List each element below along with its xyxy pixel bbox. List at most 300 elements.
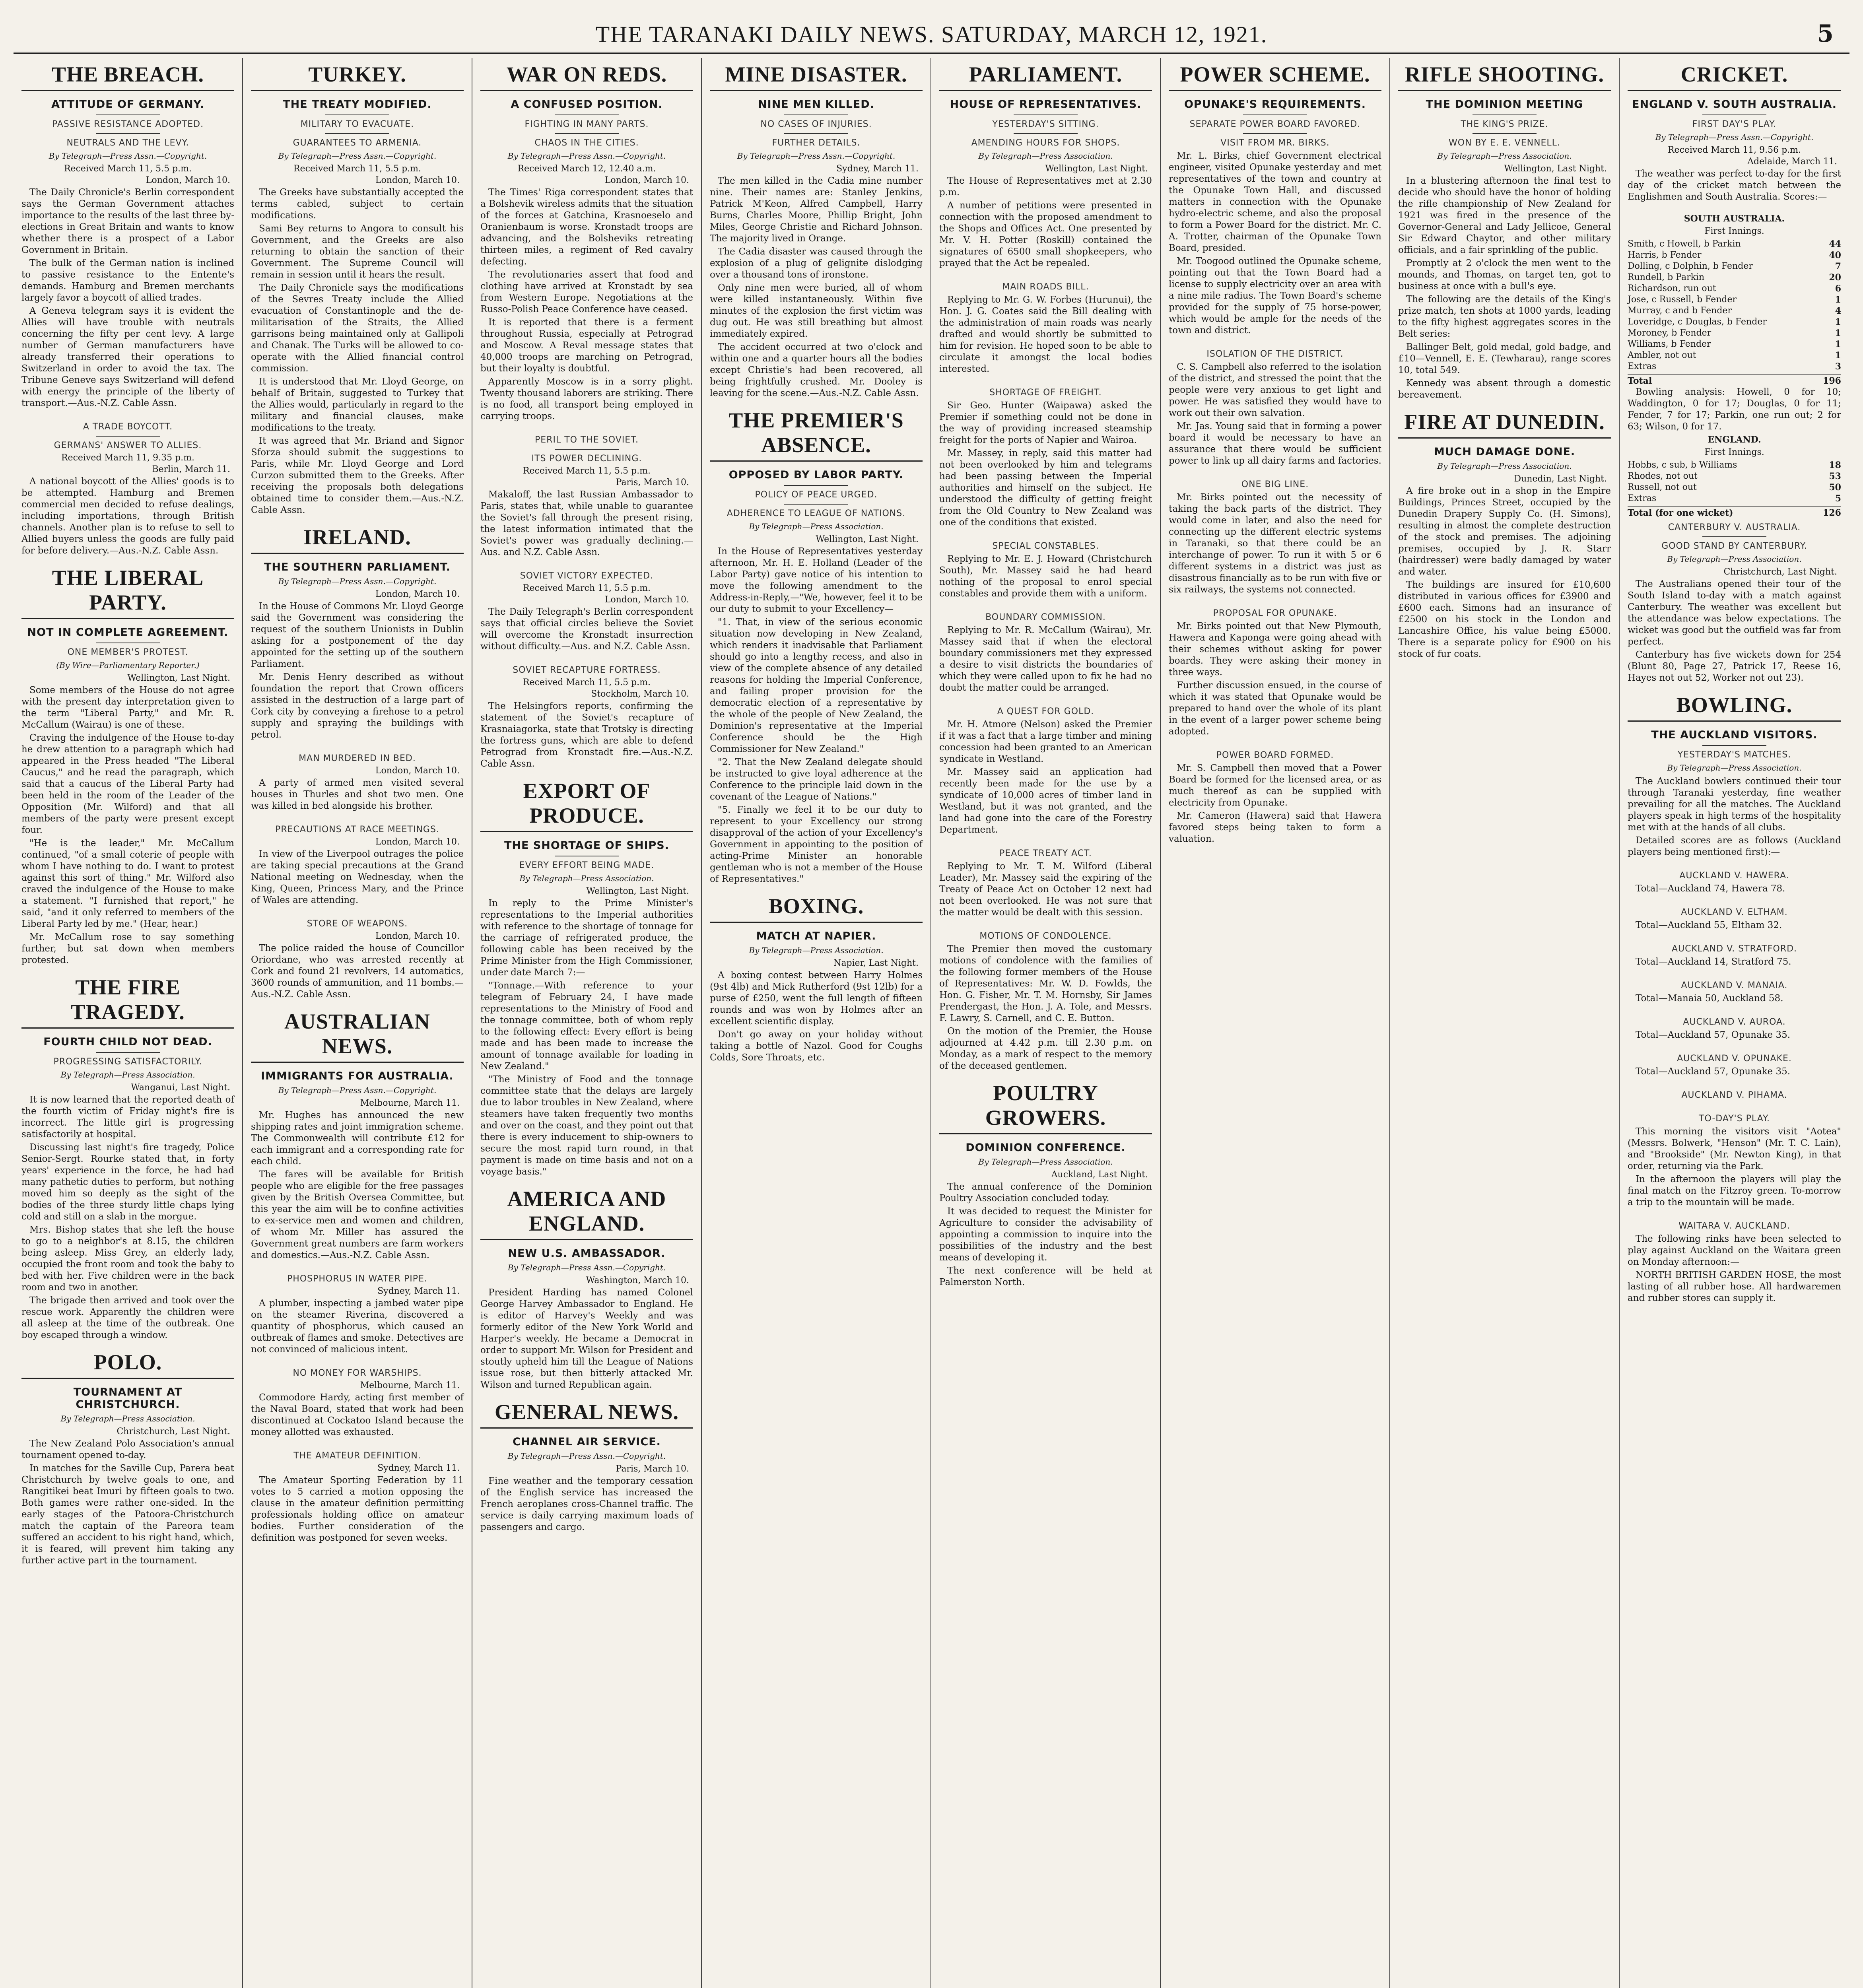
article-section (251, 1368, 464, 1447)
section-gap (251, 908, 464, 915)
batsman-name: Jose, c Russell, b Fender (1628, 295, 1737, 305)
section-gap (480, 654, 693, 661)
section-gap (21, 1343, 234, 1350)
dateline: London, March 10. (375, 837, 460, 847)
article-subhead: AUCKLAND V. ELTHAM. (1681, 907, 1788, 917)
body-paragraph: The Daily Chronicle says the modifications of the Sevres Treaty include the Allied evacuation of Constantinople and the de-militarisation of the Straits, the Allied garrisons being maintained only at Gallipoli and Chanak. The Turks will be allowed to co-operate with the Allied financial control commission. (251, 283, 464, 374)
body-paragraph: Total—Auckland 55, Eltham 32. (1636, 920, 1782, 930)
scorecard-row (1628, 328, 1841, 339)
batsman-runs: 20 (1829, 272, 1841, 283)
batsman-runs: 53 (1829, 471, 1841, 481)
batsman-name: Ambler, not out (1628, 350, 1696, 360)
column-4 (702, 58, 931, 1988)
column-7 (1390, 58, 1620, 1988)
body-paragraph: Detailed scores are as follows (Auckland players being mentioned first):— (1628, 835, 1841, 857)
article-headline: GENERAL NEWS. (480, 1400, 693, 1429)
dateline: Paris, March 10. (616, 1464, 689, 1474)
article-subhead: PHOSPHORUS IN WATER PIPE. (287, 1274, 427, 1284)
body-paragraph: "The Ministry of Food and the tonnage committee state that the delays are largely due to labor troubles in New Zealand, where steamers have taken frequently two months and over on the coast, and they point out that there is every inducement to ship-owners to secure the most rapid turn round, in that payment is made on time basis and not on a voyage basis." (480, 1074, 693, 1177)
body-paragraph: In matches for the Saville Cup, Parera beat Christchurch by twelve goals to one, and Rangitikei beat Imuri by fifteen goals to two. Both games were rather one-sided. In the early stages of the Patoora-Christchurch match the captain of the Pareora team suffered an accident to his right hand, which, it is feared, will prevent him taking any further active part in the tournament. (21, 1463, 234, 1566)
byline: By Telegraph—Press Association. (749, 522, 884, 531)
article-subhead: NEUTRALS AND THE LEVY. (66, 138, 189, 148)
bowling-analysis: Bowling analysis: Howell, 0 for 10; Waddington, 0 for 17; Douglas, 0 for 11; Fender, 7 for 17; Parkin, one run out; 2 for 63; Wilson, 0 for 17. (1628, 387, 1841, 432)
article-headline: POULTRY GROWERS. (939, 1081, 1152, 1134)
article-subhead: PEACE TREATY ACT. (999, 848, 1092, 858)
scorecard-row (1628, 471, 1841, 482)
body-paragraph: It was decided to request the Minister for Agriculture to consider the advisability of appointing a commission to inquire into the possibilities of the industry and the best means of developing it. (939, 1206, 1152, 1263)
section-gap (251, 813, 464, 821)
received-time: Received March 11, 9.35 p.m. (61, 453, 195, 463)
batsman-name: Loveridge, c Douglas, b Fender (1628, 317, 1767, 327)
article-subhead: A TRADE BOYCOTT. (83, 422, 173, 432)
batsman-runs: 6 (1835, 283, 1841, 294)
section-gap (710, 401, 923, 408)
article-subhead: THE DOMINION MEETING (1426, 98, 1583, 111)
body-paragraph: "Tonnage.—With reference to your telegram of February 24, I have made representations to the Ministry of Food and the tonnage committee, both of whom reply to the following effect: Every effort is being made and has been made to increase the amount of tonnage available for loading in New Zealand." (480, 980, 693, 1072)
article-headline: POLO. (21, 1350, 234, 1379)
section-gap (710, 1065, 923, 1072)
article-section (251, 62, 464, 525)
body-paragraph: In view of the Liverpool outrages the police are taking special precautions at the Grand National meeting on Wednesday, when the King, Queen, Princess Mary, and the Prince of Wales are attending. (251, 849, 464, 905)
dateline: London, March 10. (375, 589, 460, 599)
article-subhead: DOMINION CONFERENCE. (965, 1142, 1126, 1154)
body-paragraph: The Auckland bowlers continued their tour through Taranaki yesterday, fine weather prevailing for all the matches. The Auckland players speak in high terms of the hospitality met with at the hands of all clubs. (1628, 776, 1841, 833)
section-gap (1628, 204, 1841, 212)
article-headline: BOWLING. (1628, 693, 1841, 722)
byline: By Telegraph—Press Assn.—Copyright. (278, 577, 437, 586)
article-section (21, 1350, 234, 1575)
batsman-name: Harris, b Fender (1628, 250, 1702, 260)
article-headline: RIFLE SHOOTING. (1398, 62, 1611, 91)
article-subhead: GERMANS' ANSWER TO ALLIES. (54, 441, 202, 450)
section-gap (251, 1263, 464, 1270)
byline: By Telegraph—Press Association. (1437, 151, 1572, 161)
body-paragraph: Replying to Mr. G. W. Forbes (Hurunui), the Hon. J. G. Coates said the Bill dealing with the administration of main roads was nearly drafted and would shortly be submitted to him for revision. He hoped soon to be able to circulate it amongst the local bodies interested. (939, 295, 1152, 374)
article-subhead: PASSIVE RESISTANCE ADOPTED. (52, 119, 204, 129)
body-paragraph: Mr. H. Atmore (Nelson) asked the Premier if it was a fact that a large timber and mining concession had been granted to an American syndicate in Westland. (939, 719, 1152, 764)
body-paragraph: The Amateur Sporting Federation by 11 votes to 5 carried a motion opposing the clause in the amateur definition permitting professionals holding office on amateur bodies. Further consideration of the definition was postponed for seven weeks. (251, 1475, 464, 1543)
section-gap (251, 1440, 464, 1447)
body-paragraph: Don't go away on your holiday without taking a bottle of Nazol. Good for Coughs Colds, Sore Throats, etc. (710, 1029, 923, 1063)
article-subhead: STORE OF WEAPONS. (307, 919, 408, 929)
received-time: Received March 11, 5.5 p.m. (523, 466, 651, 476)
article-subhead: AUCKLAND V. PIHAMA. (1681, 1090, 1787, 1100)
dateline: Wellington, Last Night. (816, 534, 919, 544)
byline: By Telegraph—Press Association. (1667, 763, 1802, 773)
dateline: Berlin, March 11. (152, 464, 230, 474)
body-paragraph: Replying to Mr. E. J. Howard (Christchurch South), Mr. Massey said he had heard nothing of the proposal to enrol special constables and provide them with a uniform. (939, 554, 1152, 599)
body-paragraph: President Harding has named Colonel George Harvey Ambassador to England. He is editor of Harvey's Weekly and was formerly editor of the New York World and Harper's weekly. He became a Democrat in order to support Mr. Wilson for President and stoutly upheld him till the League of Nations issue rose, but then bitterly attacked Mr. Wilson and turned Republican again. (480, 1287, 693, 1390)
article-headline: THE PREMIER'S ABSENCE. (710, 408, 923, 462)
received-time: Received March 12, 12.40 a.m. (517, 164, 656, 174)
article-subhead: THE SOUTHERN PARLIAMENT. (264, 561, 451, 573)
column-6 (1161, 58, 1390, 1988)
article-section (480, 1400, 693, 1542)
dateline: Paris, March 10. (616, 478, 689, 487)
article-section (939, 282, 1152, 384)
body-paragraph: Fine weather and the temporary cessation of the English service has increased the French aeroplanes cross-Channel traffic. The service is daily carrying maximum loads of passengers and cargo. (480, 1476, 693, 1532)
body-paragraph: Mr. Massey, in reply, said this matter had not been overlooked by him and telegrams had been passing between the Imperial authorities and himself on the subject. He understood the difficulty of getting freight from the Old Country to New Zealand was one of the conditions that existed. (939, 448, 1152, 528)
divider-rule (555, 133, 619, 134)
article-section (1169, 62, 1381, 345)
body-paragraph: The men killed in the Cadia mine number nine. Their names are: Stanley Jenkins, Patrick M'Keon, Alfred Campbell, Harry Burns, Charles Moore, Phillip Bright, John Miles, George Christie and Richard Johnson. The majority lived in Orange. (710, 176, 923, 244)
divider-rule (555, 449, 619, 450)
scorecard-row (1628, 305, 1841, 316)
article-subhead: CHANNEL AIR SERVICE. (513, 1436, 661, 1448)
dateline: London, March 10. (604, 175, 689, 185)
section-gap (1628, 1210, 1841, 1217)
batsman-name: Rhodes, not out (1628, 471, 1698, 481)
article-subhead: YESTERDAY'S MATCHES. (1677, 750, 1791, 760)
article-section (1628, 1090, 1841, 1110)
batsman-name: Russell, not out (1628, 482, 1697, 492)
article-subhead: OPPOSED BY LABOR PARTY. (728, 469, 904, 481)
section-gap (939, 601, 1152, 608)
section-gap (1628, 933, 1841, 940)
article-subhead: YESTERDAY'S SITTING. (992, 119, 1099, 129)
body-paragraph: Mr. L. Birks, chief Government electrical engineer, visited Opunake yesterday and met representatives of the town and country at the Opunake Town Hall, and discussed matters in connection with the Opunake hydro-electric scheme, and also the proposal to form a Power Board for the district. Mr. C. A. Trotter, chairman of the Opunake Town Board, presided. (1169, 151, 1381, 253)
article-subhead: ITS POWER DECLINING. (531, 454, 642, 464)
body-paragraph: Some members of the House do not agree with the present day interpretation given to the term "Liberal Party," and Mr. R. McCallum (Wairau) is one of these. (21, 685, 234, 730)
article-headline: CRICKET. (1628, 62, 1841, 91)
section-gap (710, 887, 923, 894)
scorecard-team: SOUTH AUSTRALIA. (1684, 214, 1785, 224)
article-section (480, 779, 693, 1186)
body-paragraph: The Premier then moved the customary motions of condolence with the families of the following former members of the House of Representatives: Mr. W. D. Fowlds, the Hon. G. Fisher, Mr. T. M. Hornsby, Sir James Prendergast, the Hon. J. A. Tole, and Messrs. F. Lawry, S. Carnell, and C. E. Button. (939, 944, 1152, 1023)
scorecard-team: ENGLAND. (1708, 435, 1761, 445)
article-subhead: TOURNAMENT AT CHRISTCHURCH. (73, 1386, 183, 1411)
divider-rule (784, 504, 848, 505)
section-gap (1628, 1043, 1841, 1050)
article-subhead: AUCKLAND V. STRATFORD. (1671, 944, 1797, 954)
body-paragraph: The Daily Telegraph's Berlin correspondent says that official circles believe the Soviet will overcome the Kronstadt insurrection without difficulty.—Aus. and N.Z. Cable Assn. (480, 607, 693, 652)
article-subhead: IMMIGRANTS FOR AUSTRALIA. (261, 1070, 454, 1082)
section-gap (1628, 969, 1841, 977)
section-gap (1628, 1103, 1841, 1110)
body-paragraph: Mr. Toogood outlined the Opunake scheme, pointing out that the Town Board had a license to supply electricity over an area with a nine mile radius. The Town Board's scheme provided for the supply of 75 horse-power, which would be ample for the needs of the town and district. (1169, 256, 1381, 336)
byline: By Telegraph—Press Association. (60, 1414, 195, 1423)
section-gap (480, 1392, 693, 1400)
scorecard-row (1628, 316, 1841, 328)
article-section (21, 565, 234, 975)
body-paragraph: Further discussion ensued, in the course of which it was stated that Opunake would be prepared to hand over the whole of its plant in the event of a larger power scheme being adopted. (1169, 680, 1381, 737)
article-subhead: A QUEST FOR GOLD. (997, 707, 1094, 716)
batsman-runs: 44 (1829, 239, 1841, 249)
article-subhead: SPECIAL CONSTABLES. (992, 541, 1099, 551)
section-gap (1628, 896, 1841, 903)
article-subhead: NO CASES OF INJURIES. (760, 119, 872, 129)
batsman-runs: 1 (1835, 328, 1841, 338)
article-section (480, 1186, 693, 1400)
article-section (1628, 907, 1841, 940)
section-gap (251, 1002, 464, 1009)
section-gap (480, 1179, 693, 1186)
scorecard-row (1628, 482, 1841, 493)
article-section (1628, 1221, 1841, 1313)
received-time: Received March 11, 5.5 p.m. (523, 678, 651, 687)
body-paragraph: Mr. Birks pointed out that New Plymouth, Hawera and Kaponga were going ahead with their schemes without asking for power boards. They were asking their money in three ways. (1169, 621, 1381, 678)
dateline: Melbourne, March 11. (360, 1380, 460, 1390)
article-section (1628, 62, 1841, 212)
scorecard-row (1628, 261, 1841, 272)
article-subhead: PROPOSAL FOR OPUNAKE. (1213, 608, 1337, 618)
batsman-name: Hobbs, c sub, b Williams (1628, 460, 1737, 470)
article-section (1628, 871, 1841, 903)
section-gap (251, 518, 464, 525)
scorecard-row (1628, 361, 1841, 372)
batsman-name: Richardson, run out (1628, 283, 1716, 293)
scorecard-row (1628, 239, 1841, 250)
article-section (251, 753, 464, 821)
section-gap (1628, 685, 1841, 693)
body-paragraph: Mr. McCallum rose to say something further, but sat down when members protested. (21, 932, 234, 965)
body-paragraph: The following rinks have been selected to play against Auckland on the Waitara green on Monday afternoon:— (1628, 1234, 1841, 1267)
body-paragraph: Total—Auckland 57, Opunake 35. (1636, 1066, 1791, 1077)
article-subhead: SOVIET VICTORY EXPECTED. (520, 571, 654, 581)
article-section (939, 388, 1152, 537)
article-section (1169, 750, 1381, 854)
body-paragraph: Mrs. Bishop states that she left the house to go to a neighbor's at 8.15, the children being asleep. Miss Grey, an elderly lady, occupied the front room and took the baby to bed with her. Five children were in the back room and two in another. (21, 1225, 234, 1293)
body-paragraph: A plumber, inspecting a jambed water pipe on the steamer Riverina, discovered a quantity of phosphorus, which caused an outbreak of flames and smoke. Detectives are not convinced of malicious intent. (251, 1298, 464, 1355)
batsman-name: Murray, c and b Fender (1628, 306, 1732, 316)
scorecard-row (1628, 350, 1841, 361)
article-section (710, 408, 923, 894)
divider-rule (96, 1052, 160, 1053)
article-headline: THE FIRE TRAGEDY. (21, 975, 234, 1029)
article-section (939, 707, 1152, 845)
section-gap (939, 695, 1152, 703)
body-paragraph: Total—Auckland 74, Hawera 78. (1636, 883, 1785, 894)
article-subhead: ADHERENCE TO LEAGUE OF NATIONS. (727, 509, 906, 518)
body-paragraph: "2. That the New Zealand delegate should be instructed to give loyal adherence at the Conference to the principle laid down in the covenant of the League of Nations." (710, 757, 923, 802)
byline: By Telegraph—Press Association. (749, 945, 884, 955)
body-paragraph: Mr. Hughes has announced the new shipping rates and joint immigration scheme. The Commonwealth will contribute £12 for each immigrant and a corresponding rate for each child. (251, 1110, 464, 1167)
section-gap (21, 558, 234, 565)
article-section (480, 435, 693, 567)
section-gap (1169, 597, 1381, 604)
body-paragraph: It was agreed that Mr. Briand and Signor Sforza should submit the suggestions to Paris, while Mr. Lloyd George and Lord Curzon submitted them to the Greeks. After receiving the proposals both delegations obtained time to consider them.—Aus.-N.Z. Cable Assn. (251, 436, 464, 515)
divider-rule (1702, 745, 1766, 746)
dateline: Sydney, March 11. (377, 1463, 460, 1473)
section-gap (21, 411, 234, 418)
body-paragraph: A national boycott of the Allies' goods is to be attempted. Hamburg and Bremen commercial men decided to refuse dealings, including importations, through British channels. Another plan is to refuse to sell to Allied buyers unless the goods are fully paid for before delivery.—Aus.-N.Z. Cable Assn. (21, 476, 234, 556)
body-paragraph: The bulk of the German nation is inclined to passive resistance to the Entente's demands. Hamburg and Bremen merchants largely favor a boycott of allied trades. (21, 258, 234, 303)
article-headline: MINE DISASTER. (710, 62, 923, 91)
article-headline: AMERICA AND ENGLAND. (480, 1186, 693, 1240)
byline: By Telegraph—Press Assn.—Copyright. (278, 1085, 437, 1095)
body-paragraph: Canterbury has five wickets down for 254 (Blunt 80, Page 27, Patrick 17, Reese 16, Hayes not out 52, Worker not out 23). (1628, 650, 1841, 683)
scorecard-innings: First Innings. (1704, 447, 1764, 457)
article-subhead: ISOLATION OF THE DISTRICT. (1206, 349, 1344, 359)
section-gap (480, 1535, 693, 1542)
body-paragraph: Ballinger Belt, gold medal, gold badge, and £10—Vennell, E. E. (Tewharau), range scores 10, total 549. (1398, 342, 1611, 375)
article-section (1628, 980, 1841, 1013)
body-paragraph: Sami Bey returns to Angora to consult his Government, and the Greeks are also returning to obtain the sanction of their Government. The Supreme Council will remain in session until it hears the result. (251, 223, 464, 280)
article-headline: TURKEY. (251, 62, 464, 91)
body-paragraph: Total—Auckland 14, Stratford 75. (1636, 957, 1791, 967)
section-gap (939, 1290, 1152, 1297)
body-paragraph: Sir Geo. Hunter (Waipawa) asked the Premier if something could not be done in the way of providing increased steamship freight for the ports of Napier and Wairoa. (939, 400, 1152, 445)
article-subhead: GUARANTEES TO ARMENIA. (293, 138, 422, 148)
received-time: Received March 11, 5.5 p.m. (64, 164, 192, 174)
article-subhead: BOUNDARY COMMISSION. (985, 612, 1106, 622)
body-paragraph: The brigade then arrived and took over the rescue work. Apparently the children were all asleep at the time of the outbreak. One boy escaped through a window. (21, 1295, 234, 1340)
byline: By Telegraph—Press Association. (978, 1157, 1113, 1167)
article-subhead: ATTITUDE OF GERMANY. (51, 98, 204, 111)
body-paragraph: Mr. Jas. Young said that in forming a power board it would be necessary to have an assurance that there would be sufficient power to link up all dairy farms and factories. (1169, 421, 1381, 466)
article-headline: POWER SCHEME. (1169, 62, 1381, 91)
article-section (1628, 944, 1841, 977)
article-section (251, 1274, 464, 1364)
scorecard-row (1628, 283, 1841, 294)
columns (14, 54, 1849, 1988)
body-paragraph: The Helsingfors reports, confirming the statement of the Soviet's recapture of Krasnaiagorka, state that Trotsky is directing the fortress guns, which are able to defend Petrograd from Kronstadt fire.—Aus.-N.Z. Cable Assn. (480, 701, 693, 769)
section-gap (1169, 338, 1381, 345)
body-paragraph: This morning the visitors visit "Aotea" (Messrs. Bolwerk, "Henson" (Mr. T. C. Lain), and "Brookside" (Mr. Newton King), in that order, returning via the Park. (1628, 1126, 1841, 1171)
article-section (939, 62, 1152, 278)
article-subhead: AUCKLAND V. AUROA. (1683, 1017, 1786, 1027)
dateline: Auckland, Last Night. (1051, 1170, 1148, 1180)
byline: By Telegraph—Press Assn.—Copyright. (278, 151, 437, 161)
article-subhead: AUCKLAND V. HAWERA. (1679, 871, 1789, 881)
body-paragraph: Total—Manaia 50, Auckland 58. (1636, 993, 1783, 1004)
section-gap (939, 1074, 1152, 1081)
article-headline: FIRE AT DUNEDIN. (1398, 410, 1611, 439)
article-subhead: THE AMATEUR DEFINITION. (293, 1451, 421, 1461)
dateline: Stockholm, March 10. (591, 689, 689, 699)
body-paragraph: "5. Finally we feel it to be our duty to represent to your Excellency our strong disapproval of the action of your Excellency's Government in appointing to the position of acting-Prime Minister an honorable gentleman who is not a member of the House of Representatives." (710, 805, 923, 884)
body-paragraph: Commodore Hardy, acting first member of the Naval Board, stated that work had been discontinued at Cockatoo Island because the money allotted was exhausted. (251, 1392, 464, 1437)
section-gap (1398, 662, 1611, 669)
section-gap (1169, 739, 1381, 746)
article-section (21, 975, 234, 1350)
divider-rule (325, 133, 389, 134)
section-gap (21, 968, 234, 975)
section-gap (1628, 1306, 1841, 1313)
article-subhead: CHAOS IN THE CITIES. (534, 138, 639, 148)
batsman-runs: 1 (1835, 350, 1841, 361)
article-section (480, 62, 693, 431)
article-subhead: WAITARA V. AUCKLAND. (1678, 1221, 1790, 1231)
column-1 (14, 58, 243, 1988)
article-subhead: MAN MURDERED IN BED. (299, 753, 416, 763)
body-paragraph: Mr. S. Campbell then moved that a Power Board be formed for the licensed area, or as much thereof as can be supplied with electricity from Opunake. (1169, 763, 1381, 808)
article-subhead: GOOD STAND BY CANTERBURY. (1661, 541, 1807, 551)
section-gap (1628, 1006, 1841, 1013)
column-5 (931, 58, 1161, 1988)
article-subhead: FIRST DAY'S PLAY. (1692, 119, 1777, 129)
received-time: Received March 11, 9.56 p.m. (1667, 145, 1801, 155)
batsman-runs: 18 (1829, 460, 1841, 470)
section-gap (251, 1357, 464, 1364)
masthead-title: THE TARANAKI DAILY NEWS. SATURDAY, MARCH 12, 1921. (595, 21, 1268, 47)
batsman-name: Dolling, c Dolphin, b Fender (1628, 261, 1753, 271)
article-subhead: CANTERBURY V. AUSTRALIA. (1668, 522, 1801, 532)
body-paragraph: The fares will be available for British people who are eligible for the free passages given by the British Oversea Committee, but this year the aim will be to confine activities to ex-service men and women and children, of whom Mr. Miller has assured the Government great numbers are farm workers and domestics.—Aus.-N.Z. Cable Assn. (251, 1169, 464, 1260)
body-paragraph: In the afternoon the players will play the final match on the Fitzroy green. To-morrow a trip to the mountain will be made. (1628, 1174, 1841, 1208)
article-subhead: VISIT FROM MR. BIRKS. (1220, 138, 1330, 148)
body-paragraph: Kennedy was absent through a domestic bereavement. (1398, 378, 1611, 400)
body-paragraph: Craving the indulgence of the House to-day he drew attention to a paragraph which had appeared in the Press headed "The Liberal Caucus," and he read the paragraph, which said that a caucus of the Liberal Party had been held in the room of the Leader of the Opposition (Mr. Wilford) and that all members of the party were present except four. (21, 733, 234, 835)
divider-rule (1473, 133, 1537, 134)
scorecard-innings: First Innings. (1704, 226, 1764, 236)
article-section (1169, 608, 1381, 746)
article-subhead: NINE MEN KILLED. (758, 98, 874, 111)
body-paragraph: The accident occurred at two o'clock and within one and a quarter hours all the bodies except Christie's had been recovered, all being frightfully crushed. Mr. Dooley is leaving for the scene.—Aus.-N.Z. Cable Assn. (710, 342, 923, 398)
article-section (21, 422, 234, 565)
article-subhead: ENGLAND V. SOUTH AUSTRALIA. (1632, 98, 1837, 111)
article-subhead: MOTIONS OF CONDOLENCE. (979, 931, 1112, 941)
batsman-runs: 4 (1835, 306, 1841, 316)
article-headline: EXPORT OF PRODUCE. (480, 779, 693, 832)
article-section (480, 665, 693, 779)
dateline: Adelaide, March 11. (1747, 157, 1837, 167)
scorecard-total (1628, 374, 1841, 386)
scorecard-total (1628, 506, 1841, 518)
section-gap (1169, 846, 1381, 854)
dateline: Wanganui, Last Night. (131, 1083, 230, 1093)
body-paragraph: The Australians opened their tour of the South Island to-day with a match against Canterbury. The weather was excellent but the attendance was below expectations. The wicket was good but the outfield was far from perfect. (1628, 579, 1841, 647)
batsman-runs: 3 (1835, 361, 1841, 372)
dateline: London, March 10. (146, 175, 230, 185)
total-label: Total (1628, 376, 1652, 386)
masthead (14, 7, 1849, 54)
article-subhead: AUCKLAND V. MANAIA. (1681, 980, 1788, 990)
body-paragraph: A fire broke out in a shop in the Empire Buildings, Princes Street, occupied by the Dunedin Drapery Supply Co. (H. Simons), resulting in almost the complete destruction of the stock and premises. The adjoining premises, occupied by J. R. Starr (hairdresser) were badly damaged by water and water. (1398, 486, 1611, 577)
body-paragraph: The next conference will be held at Palmerston North. (939, 1266, 1152, 1287)
article-section (1398, 410, 1611, 669)
article-section (21, 62, 234, 418)
article-subhead: THE TREATY MODIFIED. (283, 98, 432, 111)
scorecard (1628, 434, 1841, 518)
body-paragraph: In the House of Representatives yesterday afternoon, Mr. H. E. Holland (Leader of the Labor Party) gave notice of his intention to move the following amendment to the Address-in-Reply,—"We, however, feel it to be our duty to submit to your Excellency— (710, 546, 923, 614)
divider-rule (1243, 133, 1307, 134)
article-subhead: FOURTH CHILD NOT DEAD. (43, 1036, 212, 1048)
batsman-runs: 1 (1835, 339, 1841, 349)
scorecard-row (1628, 250, 1841, 261)
section-gap (21, 1568, 234, 1575)
section-gap (480, 560, 693, 567)
article-subhead: HOUSE OF REPRESENTATIVES. (950, 98, 1142, 111)
scorecard-row (1628, 460, 1841, 471)
article-section (251, 525, 464, 749)
article-headline: AUSTRALIAN NEWS. (251, 1009, 464, 1063)
dateline: Christchurch, Last Night. (117, 1427, 230, 1437)
divider-rule (96, 133, 160, 134)
dateline: Sydney, March 11. (836, 164, 919, 174)
article-subhead: FURTHER DETAILS. (772, 138, 861, 148)
body-paragraph: Replying to Mr. T. M. Wilford (Liberal Leader), Mr. Massey said the expiring of the Treaty of Peace Act on October 12 next had not been overlooked. He was not sure that the matter would be dealt with this session. (939, 861, 1152, 918)
body-paragraph: A party of armed men visited several houses in Thurles and shot two men. One was killed in bed alongside his brother. (251, 778, 464, 811)
article-subhead: SHORTAGE OF FREIGHT. (989, 388, 1102, 398)
byline: By Telegraph—Press Assn.—Copyright. (507, 1263, 666, 1272)
article-section (939, 1081, 1152, 1297)
section-gap (1169, 468, 1381, 476)
dateline: Wellington, Last Night. (127, 673, 230, 683)
dateline: Melbourne, March 11. (360, 1098, 460, 1108)
body-paragraph: Mr. Denis Henry described as without foundation the report that Crown officers assisted in the destruction of a large part of Cork city by conveying a firehose to a petrol supply and spraying the buildings with petrol. (251, 672, 464, 740)
section-gap (480, 424, 693, 431)
dateline: Sydney, March 11. (377, 1286, 460, 1296)
body-paragraph: The weather was perfect to-day for the first day of the cricket match between the Englishmen and South Australia. Scores:— (1628, 169, 1841, 202)
body-paragraph: The House of Representatives met at 2.30 p.m. (939, 176, 1152, 198)
article-subhead: PERIL TO THE SOVIET. (535, 435, 639, 445)
body-paragraph: The Greeks have substantially accepted the terms cabled, subject to certain modifications. (251, 187, 464, 221)
received-time: Received March 11, 5.5 p.m. (293, 164, 422, 174)
body-paragraph: The Times' Riga correspondent states that a Bolshevik wireless admits that the situation of the forces at Gatchina, Krasnoeselo and Oranienbaum is worse. Kronstadt troops are advancing, and the Bolsheviks retreating thirteen miles, a regiment of Red cavalry defecting. (480, 187, 693, 267)
section-gap (1628, 1079, 1841, 1086)
article-headline: WAR ON REDS. (480, 62, 693, 91)
